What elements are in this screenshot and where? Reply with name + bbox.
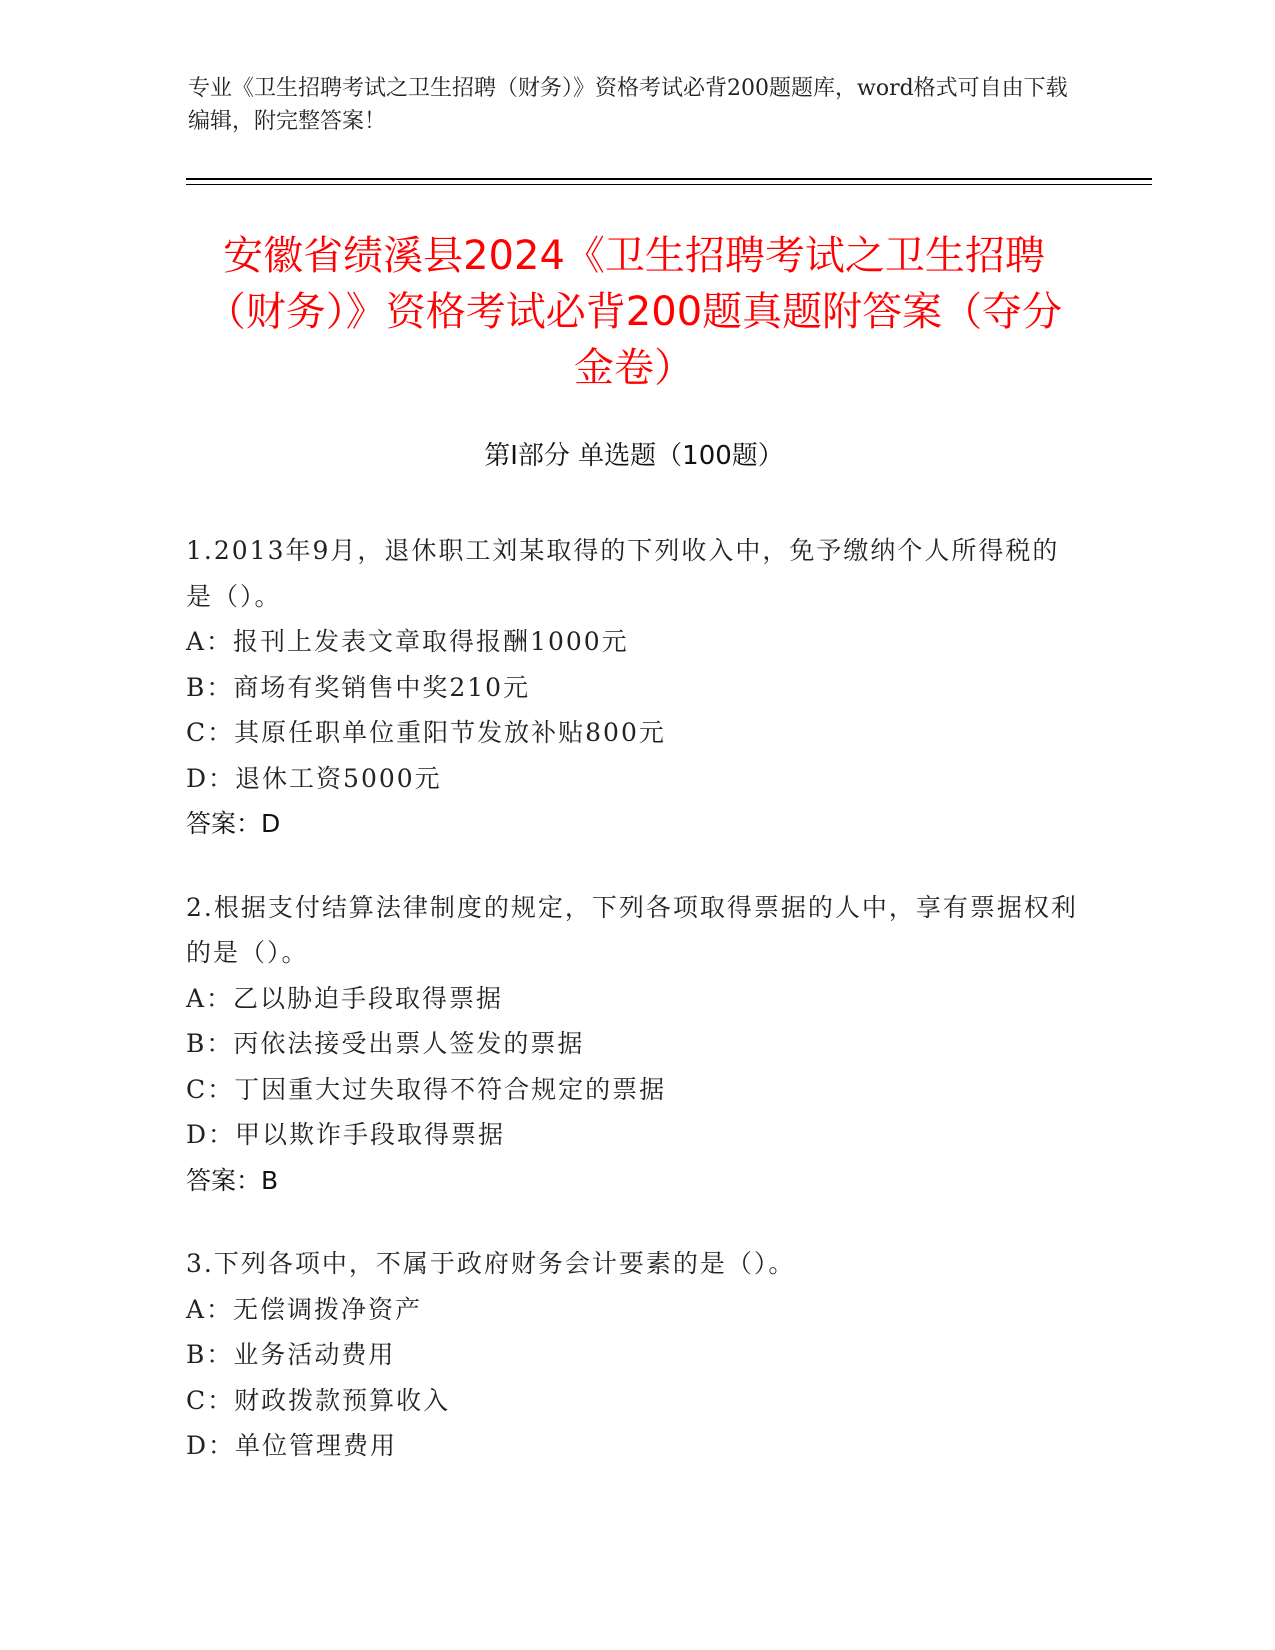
question-stem: 1.2013年9月，退休职工刘某取得的下列收入中，免予缴纳个人所得税的是（）。 xyxy=(186,536,1060,611)
header-divider-thick xyxy=(186,178,1152,180)
answer-line: 答案：B xyxy=(186,1165,279,1195)
option-c: C：丁因重大过失取得不符合规定的票据 xyxy=(186,1074,667,1104)
question-3 xyxy=(186,1241,1086,1469)
section-title: 第I部分 单选题（100题） xyxy=(484,441,784,471)
question-2 xyxy=(186,885,1086,1204)
option-d: D：甲以欺诈手段取得票据 xyxy=(186,1120,506,1149)
question-stem: 2.根据支付结算法律制度的规定，下列各项取得票据的人中，享有票据权利的是（）。 xyxy=(186,892,1078,967)
option-a: A：无偿调拨净资产 xyxy=(186,1294,423,1324)
option-b: B：商场有奖销售中奖210元 xyxy=(186,672,531,702)
header-divider-thin xyxy=(186,184,1152,185)
option-c: C：财政拨款预算收入 xyxy=(186,1385,451,1415)
option-a: A：报刊上发表文章取得报酬1000元 xyxy=(186,627,629,656)
option-b: B：业务活动费用 xyxy=(186,1340,396,1369)
question-1 xyxy=(186,528,1086,847)
option-d: D：退休工资5000元 xyxy=(186,763,442,793)
document-title: 安徽省绩溪县2024《卫生招聘考试之卫生招聘（财务）》资格考试必背200题真题附答案（夺分金卷） xyxy=(205,233,1063,391)
option-c: C：其原任职单位重阳节发放补贴800元 xyxy=(186,718,666,747)
question-stem: 3.下列各项中，不属于政府财务会计要素的是（）。 xyxy=(186,1249,796,1278)
option-b: B：丙依法接受出票人签发的票据 xyxy=(186,1029,585,1058)
option-a: A：乙以胁迫手段取得票据 xyxy=(186,983,504,1013)
header-note: 专业《卫生招聘考试之卫生招聘（财务）》资格考试必背200题题库，word格式可自由下载编辑，附完整答案！ xyxy=(188,76,1068,134)
answer-line: 答案：D xyxy=(186,809,281,838)
question-list xyxy=(186,528,1086,1507)
option-d: D：单位管理费用 xyxy=(186,1431,398,1460)
